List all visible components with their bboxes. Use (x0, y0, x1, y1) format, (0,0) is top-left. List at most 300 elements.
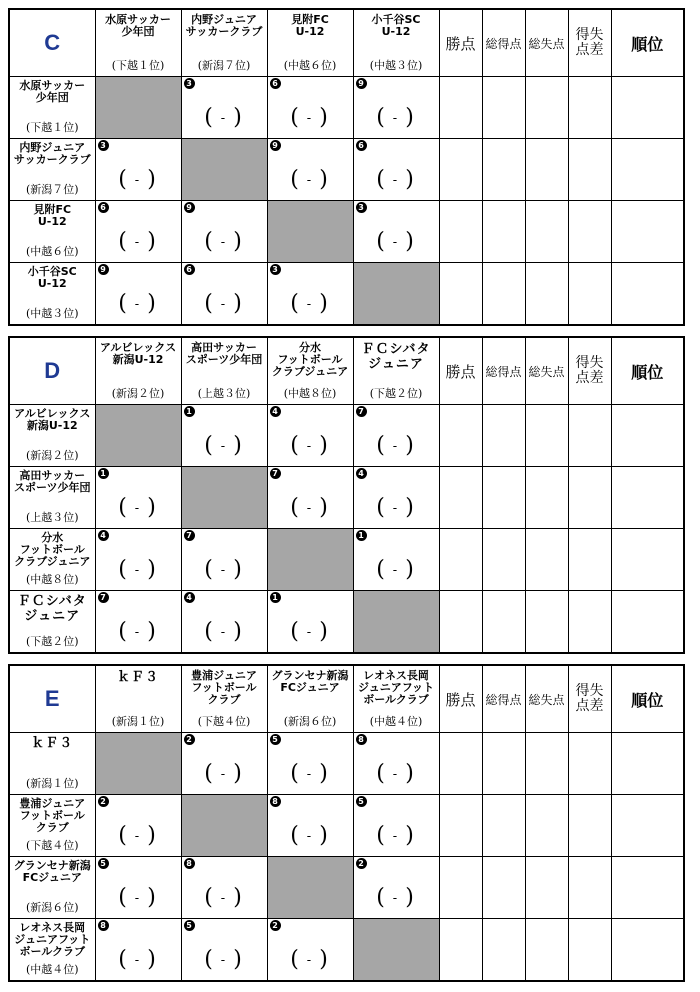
group-d-block (8, 336, 685, 654)
score-dash: - (220, 111, 228, 126)
score-close-paren: ) (233, 433, 244, 458)
match-score-cell[interactable] (95, 795, 181, 857)
rank-cell[interactable] (611, 139, 684, 201)
goals-against-cell[interactable] (525, 139, 568, 201)
goals-against-cell[interactable] (525, 529, 568, 591)
score-dash: - (134, 891, 142, 906)
points-header: 勝点 (445, 362, 476, 381)
score-entry[interactable] (118, 289, 158, 314)
score-open-paren: ( (376, 433, 387, 458)
team-row (9, 467, 684, 529)
column-team-header (353, 9, 439, 77)
points-header-cell (439, 337, 482, 405)
score-open-paren: ( (376, 761, 387, 786)
column-team-header (353, 665, 439, 733)
self-match-cell (95, 405, 181, 467)
score-entry[interactable] (204, 227, 244, 252)
score-entry[interactable] (204, 289, 244, 314)
match-number-badge: 1 (356, 530, 367, 541)
match-score-cell[interactable] (95, 919, 181, 982)
goals-against-cell[interactable] (525, 201, 568, 263)
score-dash: - (220, 235, 228, 250)
goals-against-cell[interactable] (525, 591, 568, 654)
rank-cell[interactable] (611, 77, 684, 139)
score-dash: - (306, 111, 314, 126)
match-number-badge: 8 (270, 796, 281, 807)
team-name: ｋＦ３ (116, 670, 159, 685)
rank-cell[interactable] (611, 733, 684, 795)
score-open-paren: ( (290, 761, 301, 786)
points-cell[interactable] (439, 591, 482, 654)
match-score-cell[interactable] (181, 529, 267, 591)
match-score-cell[interactable] (267, 405, 353, 467)
column-team-header (181, 337, 267, 405)
score-open-paren: ( (290, 105, 301, 130)
match-score-cell[interactable] (181, 919, 267, 982)
row-team-header (9, 467, 95, 529)
match-score-cell[interactable] (95, 857, 181, 919)
score-open-paren: ( (290, 167, 301, 192)
score-dash: - (220, 767, 228, 782)
rank-header-cell (611, 9, 684, 77)
team-name: 小千谷SC U-12 (371, 13, 421, 38)
match-score-cell[interactable] (95, 591, 181, 654)
score-open-paren: ( (204, 619, 215, 644)
group-table (8, 8, 685, 326)
match-score-cell[interactable] (353, 77, 439, 139)
match-score-cell[interactable] (267, 591, 353, 654)
score-close-paren: ) (233, 291, 244, 316)
match-score-cell[interactable] (353, 795, 439, 857)
goals-against-header: 総失点 (528, 36, 565, 51)
rank-cell[interactable] (611, 591, 684, 654)
score-entry[interactable] (376, 165, 416, 190)
score-dash: - (220, 625, 228, 640)
column-team-header (267, 665, 353, 733)
column-team-header (181, 9, 267, 77)
score-close-paren: ) (405, 495, 416, 520)
match-number-badge: 2 (356, 858, 367, 869)
team-seed: (中越４位) (369, 715, 423, 728)
goals-for-header: 総得点 (485, 36, 522, 51)
score-entry[interactable] (118, 883, 158, 908)
match-score-cell[interactable] (181, 263, 267, 326)
group-letter: D (44, 358, 61, 383)
rank-cell[interactable] (611, 795, 684, 857)
goals-against-cell[interactable] (525, 405, 568, 467)
points-cell[interactable] (439, 857, 482, 919)
rank-cell[interactable] (611, 857, 684, 919)
match-score-cell[interactable] (353, 857, 439, 919)
team-seed: (下越２位) (25, 635, 79, 648)
goals-for-cell[interactable] (482, 467, 525, 529)
score-close-paren: ) (319, 619, 330, 644)
score-open-paren: ( (204, 557, 215, 582)
goals-for-cell[interactable] (482, 857, 525, 919)
column-team-header (353, 337, 439, 405)
match-number-badge: 7 (270, 468, 281, 479)
group-letter-cell (9, 665, 95, 733)
team-seed: (新潟７位) (25, 183, 79, 196)
score-entry[interactable] (290, 617, 330, 642)
score-close-paren: ) (405, 557, 416, 582)
goal-diff-cell[interactable] (568, 263, 611, 326)
self-match-cell (181, 467, 267, 529)
match-number-badge: 4 (184, 592, 195, 603)
score-dash: - (392, 829, 400, 844)
goals-against-cell[interactable] (525, 467, 568, 529)
score-close-paren: ) (233, 761, 244, 786)
score-entry[interactable] (290, 945, 330, 970)
score-dash: - (392, 439, 400, 454)
column-team-header (267, 9, 353, 77)
match-score-cell[interactable] (181, 591, 267, 654)
row-team-header (9, 529, 95, 591)
match-score-cell[interactable] (181, 201, 267, 263)
match-score-cell[interactable] (353, 733, 439, 795)
score-dash: - (306, 829, 314, 844)
score-close-paren: ) (319, 105, 330, 130)
row-team-header (9, 405, 95, 467)
group-letter-cell (9, 337, 95, 405)
team-name: ＦＣシバタ ジュニア (361, 342, 431, 372)
score-dash: - (220, 563, 228, 578)
points-cell[interactable] (439, 529, 482, 591)
team-name: 高田サッカー スポーツ少年団 (13, 469, 91, 494)
score-dash: - (392, 891, 400, 906)
score-entry[interactable] (118, 617, 158, 642)
score-dash: - (306, 297, 314, 312)
goals-for-cell[interactable] (482, 77, 525, 139)
score-entry[interactable] (376, 103, 416, 128)
goals-against-cell[interactable] (525, 263, 568, 326)
score-open-paren: ( (290, 433, 301, 458)
score-entry[interactable] (376, 431, 416, 456)
team-row (9, 405, 684, 467)
score-entry[interactable] (290, 289, 330, 314)
rank-cell[interactable] (611, 529, 684, 591)
points-cell[interactable] (439, 467, 482, 529)
goal-diff-cell[interactable] (568, 591, 611, 654)
match-number-badge: 5 (270, 734, 281, 745)
goal-diff-cell[interactable] (568, 733, 611, 795)
goal-diff-cell[interactable] (568, 529, 611, 591)
match-score-cell[interactable] (95, 467, 181, 529)
score-close-paren: ) (147, 885, 158, 910)
score-open-paren: ( (290, 823, 301, 848)
goals-for-header-cell (482, 9, 525, 77)
match-score-cell[interactable] (353, 405, 439, 467)
goal-diff-cell[interactable] (568, 467, 611, 529)
self-match-cell (95, 733, 181, 795)
points-cell[interactable] (439, 263, 482, 326)
match-number-badge: 8 (356, 734, 367, 745)
row-team-header (9, 201, 95, 263)
score-entry[interactable] (118, 821, 158, 846)
score-open-paren: ( (204, 105, 215, 130)
score-entry[interactable] (118, 945, 158, 970)
goal-diff-cell[interactable] (568, 77, 611, 139)
score-close-paren: ) (233, 557, 244, 582)
team-seed: (新潟７位) (197, 59, 251, 72)
score-close-paren: ) (405, 105, 416, 130)
rank-header: 順位 (631, 36, 664, 54)
team-seed: (中越８位) (283, 387, 337, 400)
match-score-cell[interactable] (95, 201, 181, 263)
match-score-cell[interactable] (267, 467, 353, 529)
score-entry[interactable] (204, 759, 244, 784)
goals-against-header: 総失点 (528, 364, 565, 379)
team-name: ｋＦ３ (31, 736, 74, 751)
row-team-header (9, 733, 95, 795)
rank-cell[interactable] (611, 405, 684, 467)
score-close-paren: ) (233, 885, 244, 910)
goals-against-header-cell (525, 337, 568, 405)
score-entry[interactable] (376, 821, 416, 846)
team-seed: (新潟６位) (283, 715, 337, 728)
score-close-paren: ) (147, 291, 158, 316)
team-seed: (中越８位) (25, 573, 79, 586)
points-header: 勝点 (445, 690, 476, 709)
score-open-paren: ( (204, 947, 215, 972)
team-seed: (新潟１位) (111, 715, 165, 728)
score-entry[interactable] (204, 945, 244, 970)
score-dash: - (134, 829, 142, 844)
score-dash: - (392, 111, 400, 126)
match-number-badge: 9 (98, 264, 109, 275)
goals-against-cell[interactable] (525, 857, 568, 919)
score-entry[interactable] (118, 165, 158, 190)
score-open-paren: ( (376, 885, 387, 910)
score-entry[interactable] (376, 759, 416, 784)
score-entry[interactable] (118, 493, 158, 518)
score-entry[interactable] (204, 883, 244, 908)
team-row (9, 591, 684, 654)
rank-cell[interactable] (611, 263, 684, 326)
score-entry[interactable] (118, 555, 158, 580)
match-score-cell[interactable] (95, 529, 181, 591)
match-score-cell[interactable] (267, 77, 353, 139)
match-score-cell[interactable] (353, 139, 439, 201)
score-close-paren: ) (319, 823, 330, 848)
points-cell[interactable] (439, 733, 482, 795)
points-cell[interactable] (439, 795, 482, 857)
match-score-cell[interactable] (353, 201, 439, 263)
team-seed: (下越４位) (25, 839, 79, 852)
score-entry[interactable] (376, 493, 416, 518)
team-seed: (中越６位) (25, 245, 79, 258)
score-entry[interactable] (204, 617, 244, 642)
match-score-cell[interactable] (353, 529, 439, 591)
row-team-header (9, 77, 95, 139)
goal-diff-cell[interactable] (568, 857, 611, 919)
score-close-paren: ) (319, 495, 330, 520)
score-entry[interactable] (290, 821, 330, 846)
goals-for-cell[interactable] (482, 263, 525, 326)
column-team-header (95, 665, 181, 733)
match-score-cell[interactable] (181, 405, 267, 467)
rank-cell[interactable] (611, 467, 684, 529)
points-header: 勝点 (445, 34, 476, 53)
match-score-cell[interactable] (95, 263, 181, 326)
team-seed: (新潟１位) (25, 777, 79, 790)
rank-header: 順位 (631, 364, 664, 382)
points-cell[interactable] (439, 919, 482, 982)
team-seed: (下越４位) (197, 715, 251, 728)
match-number-badge: 4 (356, 468, 367, 479)
team-seed: (下越１位) (25, 121, 79, 134)
score-open-paren: ( (204, 229, 215, 254)
score-entry[interactable] (290, 165, 330, 190)
score-entry[interactable] (204, 103, 244, 128)
score-close-paren: ) (405, 229, 416, 254)
goals-for-cell[interactable] (482, 529, 525, 591)
match-number-badge: 7 (184, 530, 195, 541)
match-score-cell[interactable] (181, 77, 267, 139)
rank-cell[interactable] (611, 201, 684, 263)
score-dash: - (306, 625, 314, 640)
goals-against-cell[interactable] (525, 919, 568, 982)
team-name: 内野ジュニア サッカークラブ (185, 13, 263, 38)
goal-diff-header: 得失 点差 (575, 683, 604, 714)
team-row (9, 201, 684, 263)
score-open-paren: ( (376, 495, 387, 520)
team-seed: (中越４位) (25, 963, 79, 976)
score-close-paren: ) (147, 495, 158, 520)
row-team-header (9, 263, 95, 326)
goals-against-cell[interactable] (525, 77, 568, 139)
match-score-cell[interactable] (181, 733, 267, 795)
match-score-cell[interactable] (267, 795, 353, 857)
goal-diff-cell[interactable] (568, 139, 611, 201)
goal-diff-cell[interactable] (568, 405, 611, 467)
score-dash: - (134, 297, 142, 312)
score-entry[interactable] (376, 555, 416, 580)
match-score-cell[interactable] (267, 733, 353, 795)
team-name: 見附FC U-12 (33, 203, 72, 228)
match-score-cell[interactable] (353, 467, 439, 529)
score-dash: - (134, 173, 142, 188)
team-name: アルビレックス 新潟U-12 (14, 407, 91, 432)
match-number-badge: 3 (98, 140, 109, 151)
match-number-badge: 6 (356, 140, 367, 151)
column-team-header (267, 337, 353, 405)
points-cell[interactable] (439, 139, 482, 201)
score-close-paren: ) (233, 229, 244, 254)
group-table (8, 664, 685, 982)
score-entry[interactable] (204, 431, 244, 456)
score-entry[interactable] (204, 555, 244, 580)
goals-for-header: 総得点 (485, 692, 522, 707)
match-score-cell[interactable] (267, 919, 353, 982)
score-entry[interactable] (376, 227, 416, 252)
goal-diff-header-cell (568, 9, 611, 77)
team-row (9, 857, 684, 919)
goals-for-cell[interactable] (482, 795, 525, 857)
goals-for-cell[interactable] (482, 405, 525, 467)
score-close-paren: ) (233, 619, 244, 644)
team-name: 小千谷SC U-12 (27, 265, 77, 290)
self-match-cell (95, 77, 181, 139)
team-name: レオネス長岡 ジュニアフット ボールクラブ (14, 921, 91, 958)
goal-diff-cell[interactable] (568, 919, 611, 982)
score-close-paren: ) (319, 433, 330, 458)
score-entry[interactable] (290, 103, 330, 128)
goals-against-header-cell (525, 665, 568, 733)
team-seed: (中越３位) (25, 307, 79, 320)
rank-cell[interactable] (611, 919, 684, 982)
match-score-cell[interactable] (181, 857, 267, 919)
score-open-paren: ( (376, 229, 387, 254)
goals-for-cell[interactable] (482, 733, 525, 795)
score-dash: - (134, 235, 142, 250)
score-dash: - (134, 953, 142, 968)
goals-against-cell[interactable] (525, 733, 568, 795)
self-match-cell (353, 591, 439, 654)
score-open-paren: ( (290, 291, 301, 316)
goals-for-cell[interactable] (482, 591, 525, 654)
score-entry[interactable] (118, 227, 158, 252)
match-score-cell[interactable] (267, 263, 353, 326)
team-name: 高田サッカー スポーツ少年団 (185, 341, 263, 366)
score-open-paren: ( (376, 557, 387, 582)
points-header-cell (439, 9, 482, 77)
group-table (8, 336, 685, 654)
points-cell[interactable] (439, 405, 482, 467)
match-number-badge: 2 (184, 734, 195, 745)
score-close-paren: ) (147, 167, 158, 192)
goals-for-header-cell (482, 665, 525, 733)
team-name: 見附FC U-12 (291, 13, 329, 38)
match-number-badge: 1 (270, 592, 281, 603)
goal-diff-cell[interactable] (568, 795, 611, 857)
group-e-block (8, 664, 685, 982)
score-close-paren: ) (147, 823, 158, 848)
row-team-header (9, 795, 95, 857)
goals-for-cell[interactable] (482, 201, 525, 263)
match-score-cell[interactable] (267, 139, 353, 201)
points-cell[interactable] (439, 201, 482, 263)
goal-diff-header: 得失 点差 (575, 27, 604, 58)
team-seed: (下越１位) (111, 59, 165, 72)
score-open-paren: ( (118, 495, 129, 520)
group-letter: C (44, 30, 61, 55)
goal-diff-cell[interactable] (568, 201, 611, 263)
self-match-cell (353, 263, 439, 326)
score-entry[interactable] (290, 493, 330, 518)
self-match-cell (181, 795, 267, 857)
goals-against-cell[interactable] (525, 795, 568, 857)
score-entry[interactable] (376, 883, 416, 908)
score-close-paren: ) (405, 761, 416, 786)
match-number-badge: 4 (98, 530, 109, 541)
score-entry[interactable] (290, 759, 330, 784)
score-dash: - (220, 297, 228, 312)
match-score-cell[interactable] (95, 139, 181, 201)
match-number-badge: 8 (184, 858, 195, 869)
match-number-badge: 3 (356, 202, 367, 213)
score-close-paren: ) (405, 433, 416, 458)
score-dash: - (134, 625, 142, 640)
goals-for-cell[interactable] (482, 919, 525, 982)
team-name: ＦＣシバタ ジュニア (17, 594, 87, 624)
score-entry[interactable] (290, 431, 330, 456)
points-cell[interactable] (439, 77, 482, 139)
team-name: 分水 フットボール クラブジュニア (271, 341, 349, 378)
goals-for-cell[interactable] (482, 139, 525, 201)
team-name: 内野ジュニア サッカークラブ (13, 141, 91, 166)
score-open-paren: ( (376, 105, 387, 130)
